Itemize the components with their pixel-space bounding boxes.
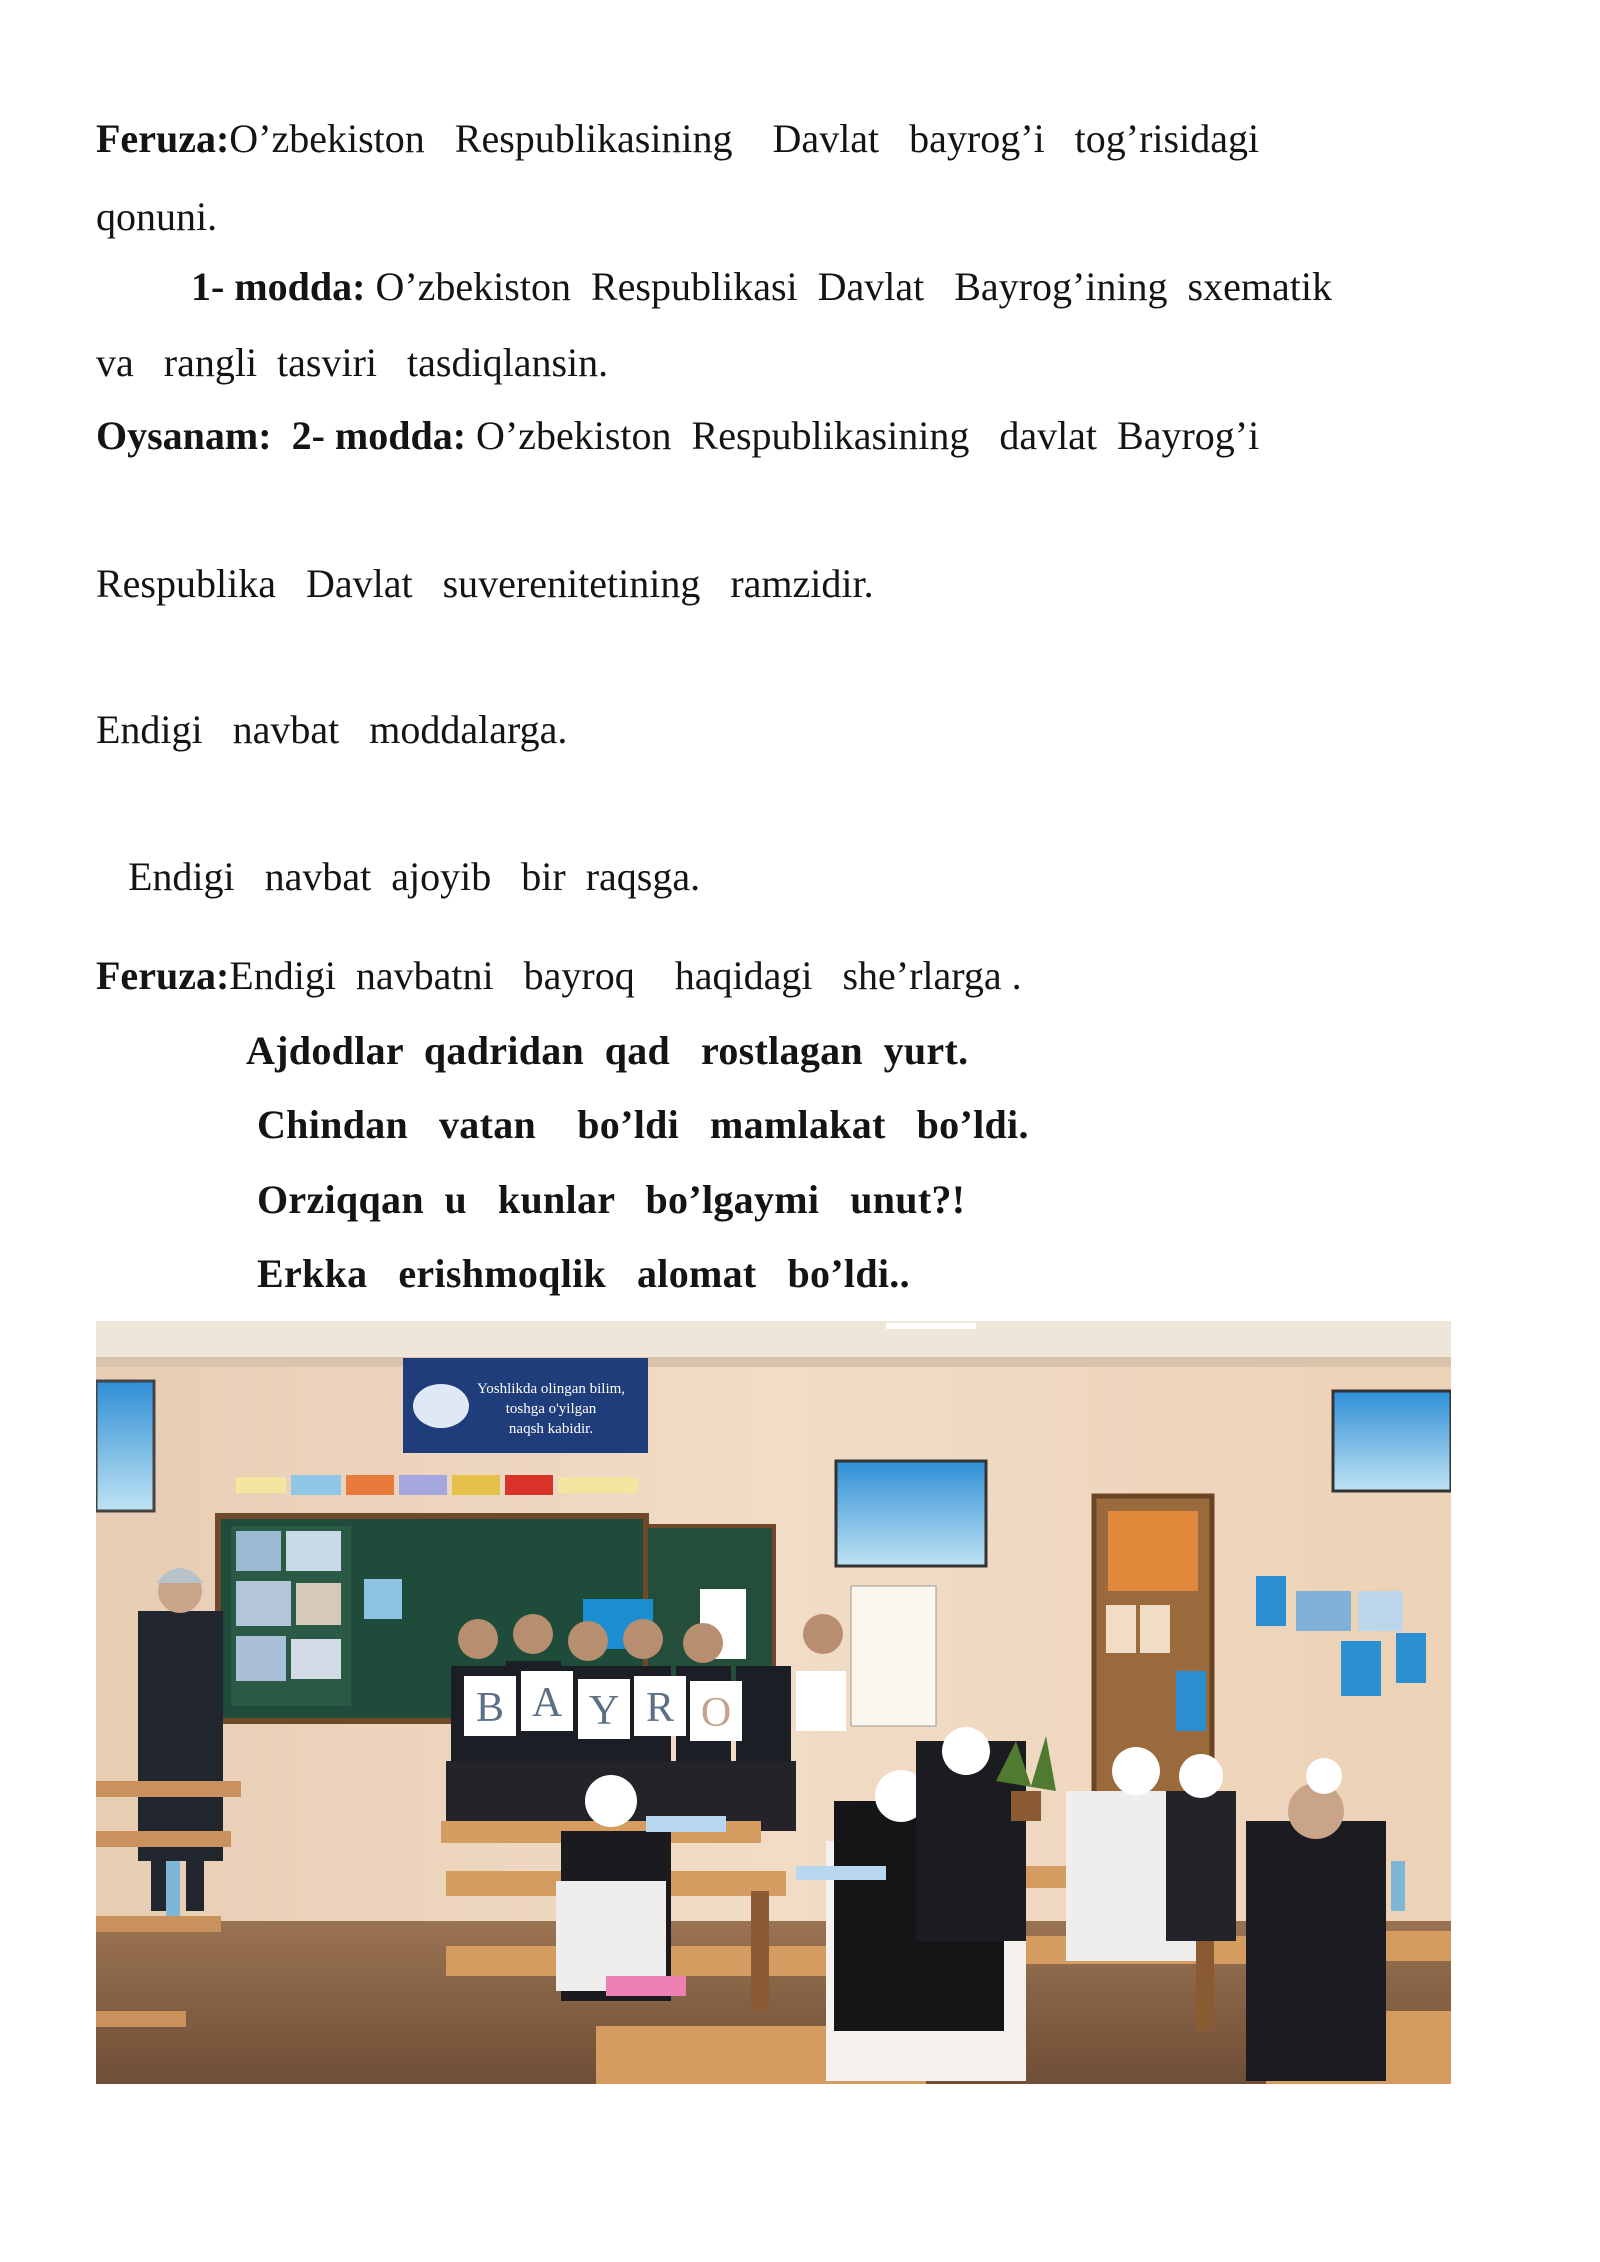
article-label: 2- modda: [291, 413, 467, 458]
article-1-cont [96, 340, 609, 385]
card-letter: A [531, 1680, 563, 1726]
card-letter: B [475, 1685, 505, 1731]
paragraph-text: O’zbekiston Respublikasining Davlat bayrog’i tog’risidagi [229, 116, 1260, 161]
paragraph-title-cont [96, 194, 218, 239]
speaker-label: Feruza: [96, 116, 230, 161]
poem-line-1: Ajdodlar qadridan qad rostlagan yurt. [246, 1028, 969, 1073]
article-2-cont [96, 561, 874, 606]
banner-text: Yoshlikda olingan bilim, [476, 1381, 626, 1397]
speaker-label: Oysanam: [96, 413, 292, 458]
paragraph-text: O’zbekiston Respublikasi Davlat Bayrog’ining sxematik [365, 264, 1332, 309]
paragraph-text: O’zbekiston Respublikasining davlat Bayrog’i [466, 413, 1260, 458]
paragraph-text: va rangli tasviri tasdiqlansin. [96, 340, 609, 385]
paragraph-text: Endigi navbatni bayroq haqidagi she’rlarga . [229, 953, 1022, 998]
paragraph-next-poems [96, 953, 1022, 998]
paragraph-text: Endigi navbat ajoyib bir raqsga. [128, 854, 701, 899]
article-2 [96, 413, 1260, 458]
paragraph-next-articles [96, 707, 568, 752]
classroom-photo [96, 1321, 1451, 2084]
paragraph-text: Endigi navbat moddalarga. [96, 707, 568, 752]
poem-line-3: Orziqqan u kunlar bo’lgaymi unut?! [257, 1177, 966, 1222]
banner-text: toshga o'yilgan [505, 1401, 597, 1417]
card-letter: O [700, 1690, 732, 1736]
banner-text: naqsh kabidir. [508, 1421, 594, 1437]
paragraph-text: qonuni. [96, 194, 218, 239]
paragraph-title-line [96, 116, 1260, 161]
article-label: 1- modda: [191, 264, 366, 309]
paragraph-text: Respublika Davlat suverenitetining ramzidir. [96, 561, 874, 606]
card-letter: R [645, 1685, 675, 1731]
poem-line-4: Erkka erishmoqlik alomat bo’ldi.. [257, 1251, 910, 1296]
article-1 [191, 264, 1332, 309]
speaker-label: Feruza: [96, 953, 230, 998]
card-letter: Y [588, 1688, 620, 1734]
paragraph-next-dance [128, 854, 701, 899]
poem-line-2: Chindan vatan bo’ldi mamlakat bo’ldi. [257, 1102, 1029, 1147]
